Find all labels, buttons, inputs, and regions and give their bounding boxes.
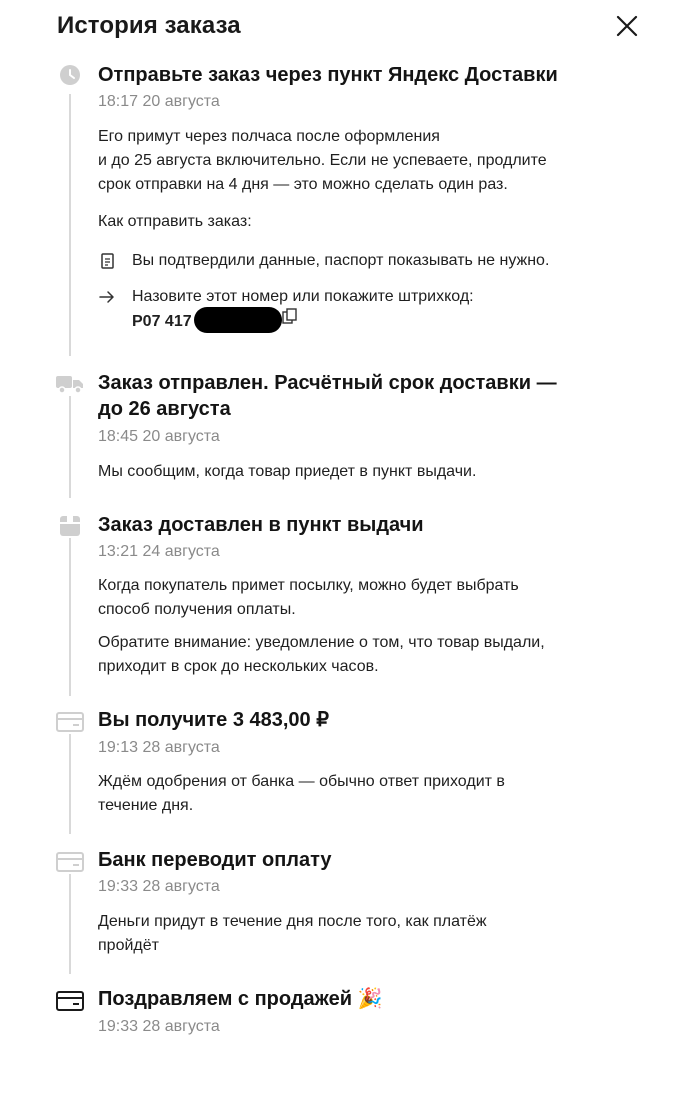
text-line: пройдёт xyxy=(98,937,159,954)
step-title-line: до 26 августа xyxy=(98,398,231,420)
document-icon xyxy=(98,252,116,270)
party-popper-emoji: 🎉 xyxy=(357,988,383,1010)
text-line: Деньги придут в течение дня после того, как платёж xyxy=(98,913,487,930)
truck-icon xyxy=(56,372,84,400)
step-text: Мы сообщим, когда товар приедет в пункт выдачи. xyxy=(98,463,477,480)
card-icon xyxy=(56,988,84,1016)
timeline-rail xyxy=(69,396,71,498)
tracking-code xyxy=(132,309,298,335)
timeline-rail xyxy=(69,734,71,834)
text-line: срок отправки на 4 дня — это можно сделать один раз. xyxy=(98,176,508,193)
step-text xyxy=(98,125,638,197)
step-time: 18:17 20 августа xyxy=(98,93,220,110)
step-title: Банк переводит оплату xyxy=(98,849,332,871)
timeline-rail xyxy=(69,874,71,974)
step-time: 19:33 28 августа xyxy=(98,878,220,895)
step-title xyxy=(98,370,638,422)
list-item xyxy=(98,285,638,333)
list-item xyxy=(98,249,638,273)
text-line: Ждём одобрения от банка — обычно ответ приходит в xyxy=(98,773,505,790)
step-time: 19:13 28 августа xyxy=(98,739,220,756)
text-line: и до 25 августа включительно. Если не успеваете, продлите xyxy=(98,152,547,169)
list-item-text: Вы подтвердили данные, паспорт показывать не нужно. xyxy=(132,252,550,269)
step-text xyxy=(98,770,638,818)
step-title: Вы получите 3 483,00 ₽ xyxy=(98,709,329,731)
tracking-code-text: P07 417 xyxy=(132,313,192,331)
list-item-text: Назовите этот номер или покажите штрихкод: xyxy=(132,288,474,305)
text-line: способ получения оплаты. xyxy=(98,601,296,618)
copy-icon[interactable] xyxy=(282,308,298,332)
page-title: История заказа xyxy=(57,12,241,39)
timeline-rail xyxy=(69,538,71,696)
close-icon[interactable] xyxy=(615,14,639,38)
text-line: Когда покупатель примет посылку, можно будет выбрать xyxy=(98,577,519,594)
how-to-label: Как отправить заказ: xyxy=(98,213,252,230)
step-time: 13:21 24 августа xyxy=(98,543,220,560)
header xyxy=(57,10,647,42)
step-text xyxy=(98,574,638,622)
text-line: приходит в срок до нескольких часов. xyxy=(98,658,379,675)
pickup-point-icon xyxy=(56,513,84,541)
timeline-rail xyxy=(69,94,71,356)
step-text xyxy=(98,910,638,958)
clock-icon xyxy=(56,64,84,92)
text-line: Его примут через полчаса после оформления xyxy=(98,128,440,145)
text-line: течение дня. xyxy=(98,797,194,814)
step-title xyxy=(98,986,638,1012)
step-title-line: Заказ отправлен. Расчётный срок доставки — xyxy=(98,372,557,394)
card-icon xyxy=(56,709,84,737)
redacted-block xyxy=(194,307,282,333)
step-time: 19:33 28 августа xyxy=(98,1018,220,1035)
text-line: Обратите внимание: уведомление о том, что товар выдали, xyxy=(98,634,545,651)
card-icon xyxy=(56,849,84,877)
arrow-right-icon xyxy=(98,288,116,306)
step-time: 18:45 20 августа xyxy=(98,428,220,445)
step-title-text: Поздравляем с продажей xyxy=(98,988,353,1010)
step-text xyxy=(98,631,638,679)
step-title: Отправьте заказ через пункт Яндекс Доставки xyxy=(98,64,558,86)
step-title: Заказ доставлен в пункт выдачи xyxy=(98,514,424,536)
